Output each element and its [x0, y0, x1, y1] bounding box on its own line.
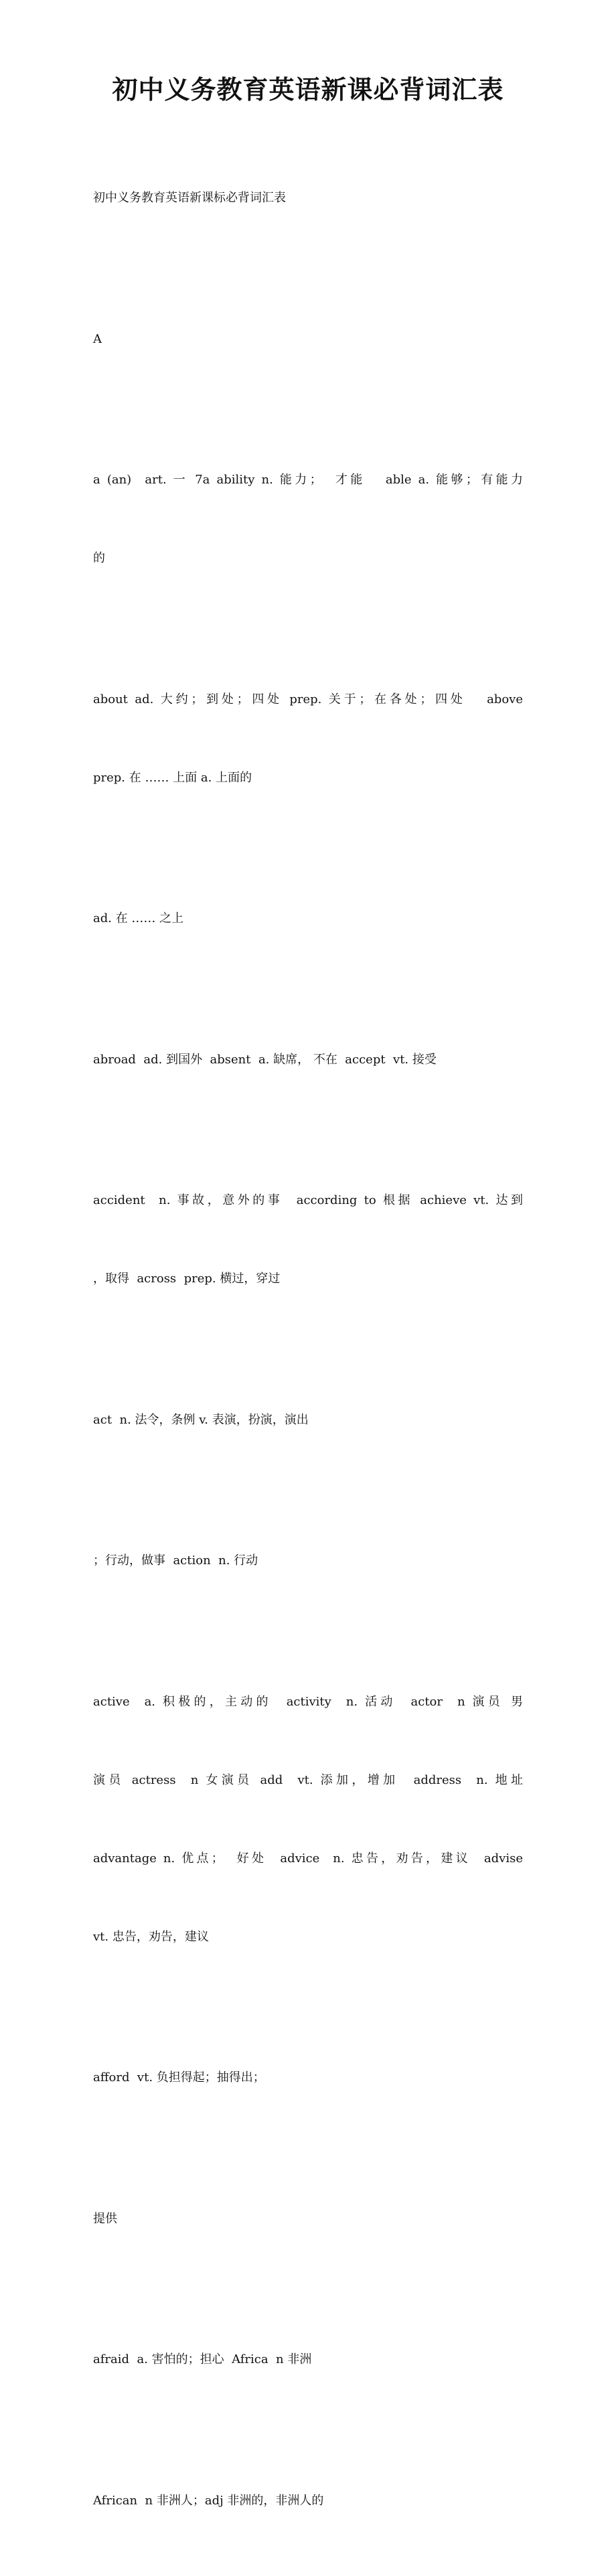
subtitle: [93, 133, 523, 263]
vocab-paragraph: [93, 2012, 523, 2143]
section-letter-heading: [93, 274, 523, 404]
vocab-paragraph: [93, 853, 523, 984]
vocab-paragraph: [93, 1355, 523, 1485]
text-line: African n 非洲人；adj 非洲的，非洲人的: [93, 2493, 324, 2508]
text-line: 的: [93, 551, 105, 565]
vocab-paragraph: [93, 1637, 523, 2002]
text-line: advantage n. 优点； 好处 advice n. 忠告，劝告，建议 advise: [93, 1851, 523, 1866]
text-line: abroad ad. 到国外 absent a. 缺席， 不在 accept vt. 接受: [93, 1052, 437, 1067]
text-line: ，取得 across prep. 横过，穿过: [93, 1272, 281, 1286]
text-line: A: [93, 331, 102, 346]
text-line: afraid a. 害怕的；担心 Africa n 非洲: [93, 2352, 312, 2366]
text-line: 初中义务教育英语新课标必背词汇表: [93, 191, 286, 205]
text-line: accident n. 事故，意外的事 according to 根据 achieve vt. 达到: [93, 1193, 523, 1207]
vocab-paragraph: [93, 2153, 523, 2284]
text-line: 提供: [93, 2211, 117, 2226]
text-line: about ad. 大约；到处；四处 prep. 关于；在各处；四处 above: [93, 692, 523, 706]
text-line: ；行动，做事 action n. 行动: [93, 1554, 258, 1568]
vocab-paragraph: [93, 1135, 523, 1344]
text-line: prep. 在 …… 上面 a. 上面的: [93, 770, 252, 785]
text-line: 演员 actress n 女演员 add vt. 添加，增加 address n. 地址: [93, 1772, 523, 1787]
vocab-paragraph: [93, 2294, 523, 2425]
vocab-paragraph: [93, 634, 523, 843]
text-line: active a. 积极的，主动的 activity n. 活动 actor n 演员 男: [93, 1694, 523, 1709]
text-line: a (an) art. 一 7a ability n. 能力； 才能 able a. 能够；有能力: [93, 473, 523, 487]
text-line: vt. 忠告，劝告，建议: [93, 1929, 209, 1944]
vocab-paragraph: [93, 2435, 523, 2566]
text-line: afford vt. 负担得起；抽得出；: [93, 2070, 265, 2085]
text-line: act n. 法令，条例 v. 表演，扮演，演出: [93, 1412, 309, 1427]
vocab-paragraph: [93, 414, 523, 623]
text-line: ad. 在 …… 之上: [93, 911, 184, 925]
vocab-paragraph: [93, 994, 523, 1125]
vocabulary-list: [93, 133, 523, 2576]
page-title: 初中义务教育英语新课必背词汇表: [112, 74, 504, 104]
vocab-paragraph: [93, 1495, 523, 1626]
